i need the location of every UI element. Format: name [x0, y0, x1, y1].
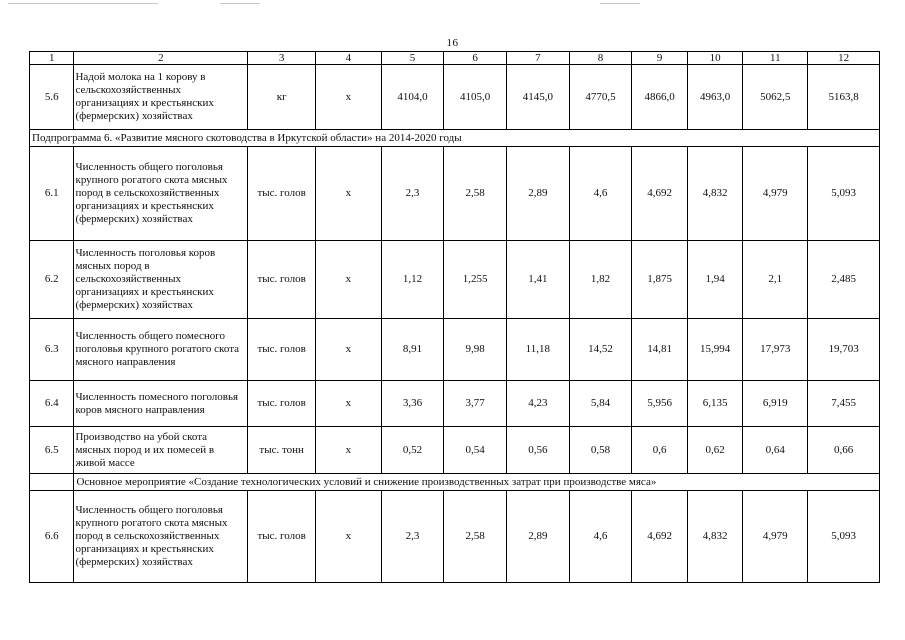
value-cell: 4,692 — [632, 491, 688, 583]
table-row — [30, 381, 880, 427]
indicator-name: Численность общего поголовья крупного рогатого скота мясных пород в сельскохозяйственных организациях и крестьянских (фермерских) хозяйствах — [74, 147, 248, 241]
value-cell: 6,135 — [687, 381, 743, 427]
value-cell: 6,919 — [743, 381, 808, 427]
header-cell: 9 — [632, 52, 688, 65]
indicator-name: Надой молока на 1 корову в сельскохозяйственных организациях и крестьянских (фермерских) хозяйствах — [74, 65, 248, 130]
row-number: 5.6 — [30, 65, 74, 130]
value-cell: 1,12 — [381, 241, 444, 319]
value-cell: 4104,0 — [381, 65, 444, 130]
value-cell: 4,6 — [569, 147, 632, 241]
unit-cell: тыс. голов — [248, 147, 316, 241]
header-cell: 1 — [30, 52, 74, 65]
value-cell: 2,1 — [743, 241, 808, 319]
value-cell: 5,093 — [808, 491, 880, 583]
value-cell: 1,82 — [569, 241, 632, 319]
value-cell: 4,23 — [507, 381, 570, 427]
value-cell: 9,98 — [444, 319, 507, 381]
page-number: 16 — [446, 37, 459, 49]
header-row — [30, 52, 880, 65]
value-cell: 4,692 — [632, 147, 688, 241]
value-cell: 4145,0 — [507, 65, 570, 130]
value-cell: 5163,8 — [808, 65, 880, 130]
base-cell: x — [316, 491, 382, 583]
unit-cell: тыс. тонн — [248, 427, 316, 474]
value-cell: 0,66 — [808, 427, 880, 474]
value-cell: 4866,0 — [632, 65, 688, 130]
row-number: 6.6 — [30, 491, 74, 583]
header-cell: 11 — [743, 52, 808, 65]
value-cell: 0,64 — [743, 427, 808, 474]
value-cell: 1,94 — [687, 241, 743, 319]
table-row — [30, 65, 880, 130]
value-cell: 14,81 — [632, 319, 688, 381]
indicator-table — [29, 51, 880, 583]
value-cell: 17,973 — [743, 319, 808, 381]
value-cell: 4105,0 — [444, 65, 507, 130]
table-row — [30, 147, 880, 241]
value-cell: 4963,0 — [687, 65, 743, 130]
header-cell: 5 — [381, 52, 444, 65]
value-cell: 2,58 — [444, 147, 507, 241]
base-cell: x — [316, 381, 382, 427]
value-cell: 7,455 — [808, 381, 880, 427]
indicator-name: Численность общего помесного поголовья крупного рогатого скота мясного направления — [74, 319, 248, 381]
value-cell: 4,832 — [687, 147, 743, 241]
unit-cell: тыс. голов — [248, 491, 316, 583]
header-cell: 2 — [74, 52, 248, 65]
header-cell: 3 — [248, 52, 316, 65]
value-cell: 3,36 — [381, 381, 444, 427]
row-number: 6.5 — [30, 427, 74, 474]
row-number: 6.1 — [30, 147, 74, 241]
value-cell: 0,52 — [381, 427, 444, 474]
value-cell: 4,979 — [743, 147, 808, 241]
value-cell: 1,41 — [507, 241, 570, 319]
scan-mark — [8, 3, 158, 4]
value-cell: 19,703 — [808, 319, 880, 381]
value-cell: 0,62 — [687, 427, 743, 474]
header-cell: 4 — [316, 52, 382, 65]
table-row — [30, 491, 880, 583]
scan-mark — [220, 3, 260, 4]
value-cell: 4770,5 — [569, 65, 632, 130]
table-row — [30, 427, 880, 474]
row-number: 6.2 — [30, 241, 74, 319]
value-cell: 14,52 — [569, 319, 632, 381]
header-cell: 6 — [444, 52, 507, 65]
value-cell: 2,89 — [507, 147, 570, 241]
value-cell: 2,58 — [444, 491, 507, 583]
value-cell: 4,6 — [569, 491, 632, 583]
value-cell: 1,875 — [632, 241, 688, 319]
value-cell: 2,89 — [507, 491, 570, 583]
scan-mark — [600, 3, 640, 4]
value-cell: 1,255 — [444, 241, 507, 319]
header-cell: 12 — [808, 52, 880, 65]
value-cell: 4,979 — [743, 491, 808, 583]
value-cell: 8,91 — [381, 319, 444, 381]
header-cell: 8 — [569, 52, 632, 65]
base-cell: x — [316, 427, 382, 474]
value-cell: 5,093 — [808, 147, 880, 241]
value-cell: 2,3 — [381, 491, 444, 583]
table-row — [30, 319, 880, 381]
value-cell: 0,58 — [569, 427, 632, 474]
value-cell: 3,77 — [444, 381, 507, 427]
indicator-name: Производство на убой скота мясных пород и их помесей в живой массе — [74, 427, 248, 474]
value-cell: 4,832 — [687, 491, 743, 583]
subprogram-row — [30, 130, 880, 147]
value-cell: 0,56 — [507, 427, 570, 474]
base-cell: x — [316, 147, 382, 241]
indicator-name: Численность помесного поголовья коров мясного направления — [74, 381, 248, 427]
row-number: 6.4 — [30, 381, 74, 427]
measure-row — [30, 474, 880, 491]
unit-cell: тыс. голов — [248, 241, 316, 319]
unit-cell: тыс. голов — [248, 381, 316, 427]
value-cell: 0,6 — [632, 427, 688, 474]
value-cell: 5,956 — [632, 381, 688, 427]
base-cell: x — [316, 319, 382, 381]
subprogram-title: Подпрограмма 6. «Развитие мясного скотоводства в Иркутской области» на 2014-2020 годы — [30, 130, 880, 147]
indicator-name: Численность общего поголовья крупного рогатого скота мясных пород в сельскохозяйственных организациях и крестьянских (фермерских) хозяйствах — [74, 491, 248, 583]
header-cell: 10 — [687, 52, 743, 65]
value-cell: 15,994 — [687, 319, 743, 381]
row-number: 6.3 — [30, 319, 74, 381]
indicator-name: Численность поголовья коров мясных пород в сельскохозяйственных организациях и крестьянских (фермерских) хозяйствах — [74, 241, 248, 319]
value-cell: 0,54 — [444, 427, 507, 474]
value-cell: 5062,5 — [743, 65, 808, 130]
table-row — [30, 241, 880, 319]
header-cell: 7 — [507, 52, 570, 65]
value-cell: 2,3 — [381, 147, 444, 241]
base-cell: x — [316, 241, 382, 319]
row-number — [30, 474, 74, 491]
measure-title: Основное мероприятие «Создание технологических условий и снижение производственных затрат при производстве мяса» — [74, 474, 880, 491]
value-cell: 2,485 — [808, 241, 880, 319]
unit-cell: тыс. голов — [248, 319, 316, 381]
value-cell: 11,18 — [507, 319, 570, 381]
unit-cell: кг — [248, 65, 316, 130]
value-cell: 5,84 — [569, 381, 632, 427]
base-cell: x — [316, 65, 382, 130]
